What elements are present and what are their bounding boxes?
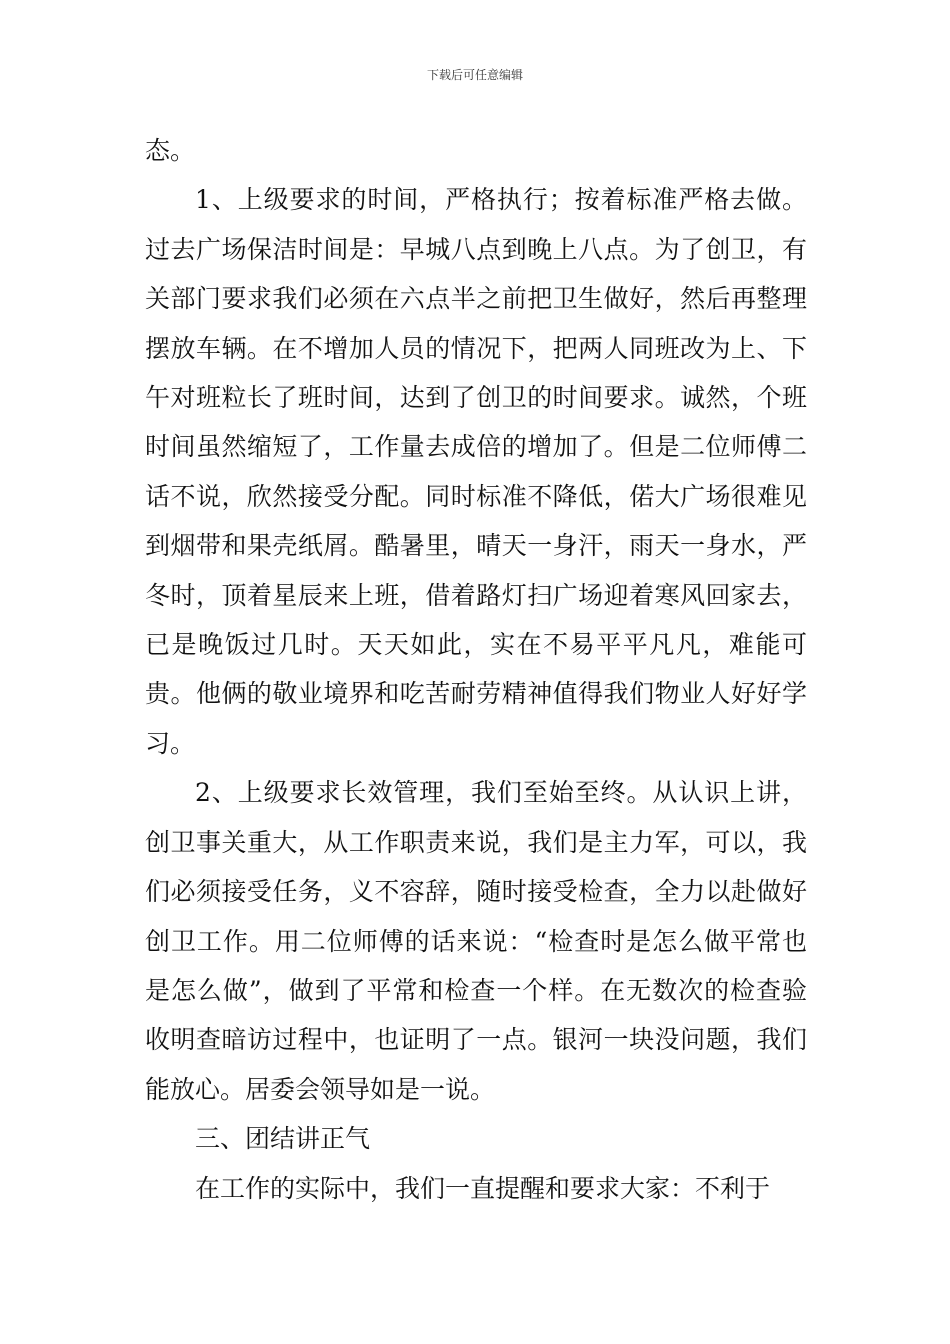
paragraph: 2、上级要求长效管理，我们至始至终。从认识上讲，创卫事关重大，从工作职责来说，我们是主力军，可以，我们必须接受任务，义不容辞，随时接受检查，全力以赴做好创卫工作。用二位师傅的话来说：“检查时是怎么做平常也是怎么做”，做到了平常和检查一个样。在无数次的检查验收明查暗访过程中，也证明了一点。银河一块没问题，我们能放心。居委会领导如是一说。 [145,778,807,1104]
paragraph: 态。 [145,136,196,165]
paragraph: 1、上级要求的时间，严格执行；按着标准严格去做。过去广场保洁时间是：早城八点到晚上八点。为了创卫，有关部门要求我们必须在六点半之前把卫生做好，然后再整理摆放车辆。在不增加人员的情况下，把两人同班改为上、下午对班粒长了班时间，达到了创卫的时间要求。诚然，个班时间虽然缩短了，工作量去成倍的增加了。但是二位师傅二话不说，欣然接受分配。同时标准不降低，偌大广场很难见到烟带和果壳纸屑。酷暑里，晴天一身汗，雨天一身水，严冬时，顶着星辰来上班，借着路灯扫广场迎着寒风回家去，已是晚饭过几时。天天如此，实在不易平平凡凡，难能可贵。他俩的敬业境界和吃苦耐劳精神值得我们物业人好好学习。 [145,185,807,758]
paragraph: 在工作的实际中，我们一直提醒和要求大家：不利于 [195,1173,771,1203]
header-note: 下载后可任意编辑 [426,68,523,82]
section-heading: 三、团结讲正气 [195,1124,371,1154]
body-text [145,126,807,1213]
